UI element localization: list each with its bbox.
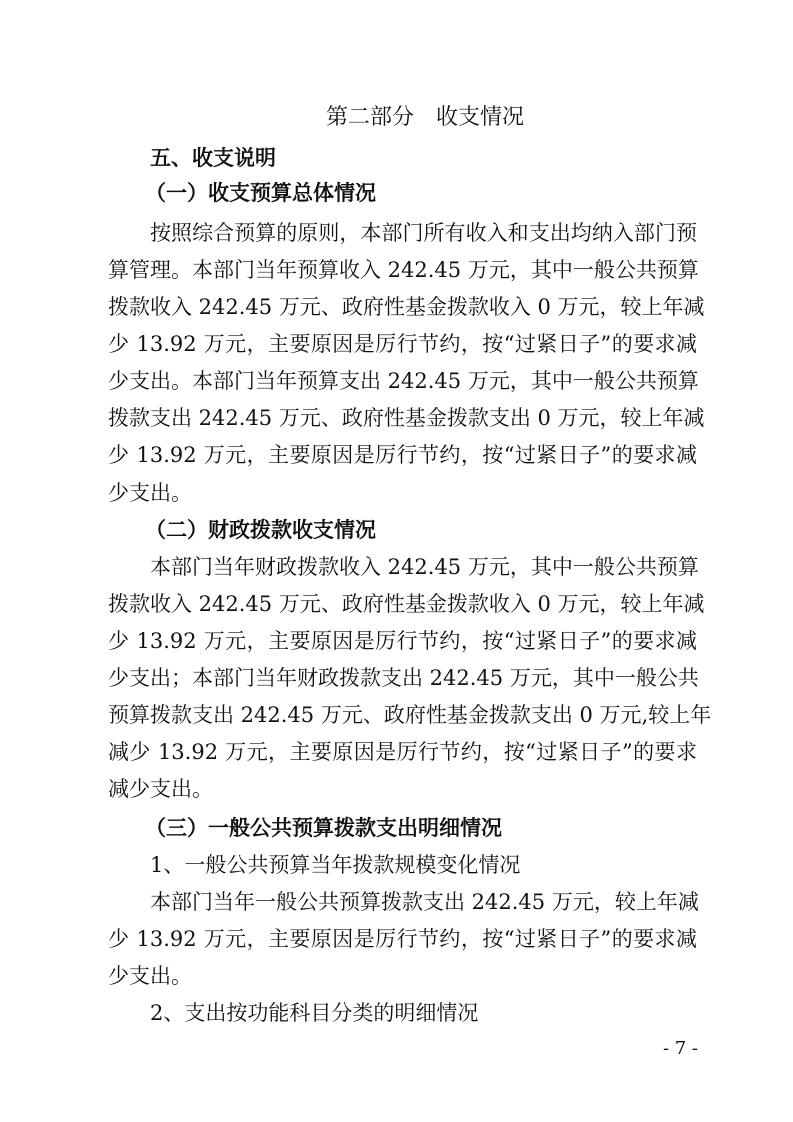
paragraph-line: 少支出。本部门当年预算支出 242.45 万元，其中一般公共预算 [108, 369, 699, 393]
page-title: 第二部分 收支情况 [325, 105, 524, 130]
paragraph-line: 少支出；本部门当年财政拨款支出 242.45 万元，其中一般公共 [108, 666, 699, 690]
item-heading-2: 2、支出按功能科目分类的明细情况 [150, 1001, 479, 1025]
paragraph-line: 拨款收入 242.45 万元、政府性基金拨款收入 0 万元，较上年减 [108, 295, 705, 319]
paragraph-line: 预算拨款支出 242.45 万元、政府性基金拨款支出 0 万元,较上年 [108, 703, 712, 727]
paragraph-line: 少 13.92 万元，主要原因是厉行节约，按“过紧日子”的要求减 [108, 332, 697, 356]
paragraph-line: 按照综合预算的原则，本部门所有收入和支出均纳入部门预 [150, 221, 697, 245]
paragraph-line: 减少 13.92 万元，主要原因是厉行节约，按“过紧日子”的要求 [108, 740, 697, 764]
paragraph-line: 减少支出。 [108, 777, 213, 801]
paragraph-line: 本部门当年财政拨款收入 242.45 万元，其中一般公共预算 [150, 555, 699, 579]
item-heading-1: 1、一般公共预算当年拨款规模变化情况 [150, 853, 521, 877]
page-number: - 7 - [662, 1038, 698, 1059]
paragraph-line: 本部门当年一般公共预算拨款支出 242.45 万元，较上年减 [150, 890, 699, 914]
section-heading: 五、收支说明 [150, 146, 276, 170]
paragraph-line: 少 13.92 万元，主要原因是厉行节约，按“过紧日子”的要求减 [108, 443, 697, 467]
subsection-heading-2: （二）财政拨款收支情况 [145, 518, 376, 542]
paragraph-line: 少支出。 [108, 481, 192, 505]
paragraph-line: 少支出。 [108, 964, 192, 988]
paragraph-line: 少 13.92 万元，主要原因是厉行节约，按“过紧日子”的要求减 [108, 927, 697, 951]
paragraph-line: 算管理。本部门当年预算收入 242.45 万元，其中一般公共预算 [108, 258, 699, 282]
subsection-heading-3: （三）一般公共预算拨款支出明细情况 [145, 816, 502, 840]
paragraph-line: 少 13.92 万元，主要原因是厉行节约，按“过紧日子”的要求减 [108, 629, 697, 653]
paragraph-line: 拨款支出 242.45 万元、政府性基金拨款支出 0 万元，较上年减 [108, 406, 705, 430]
subsection-heading-1: （一）收支预算总体情况 [145, 181, 376, 205]
paragraph-line: 拨款收入 242.45 万元、政府性基金拨款收入 0 万元，较上年减 [108, 592, 705, 616]
